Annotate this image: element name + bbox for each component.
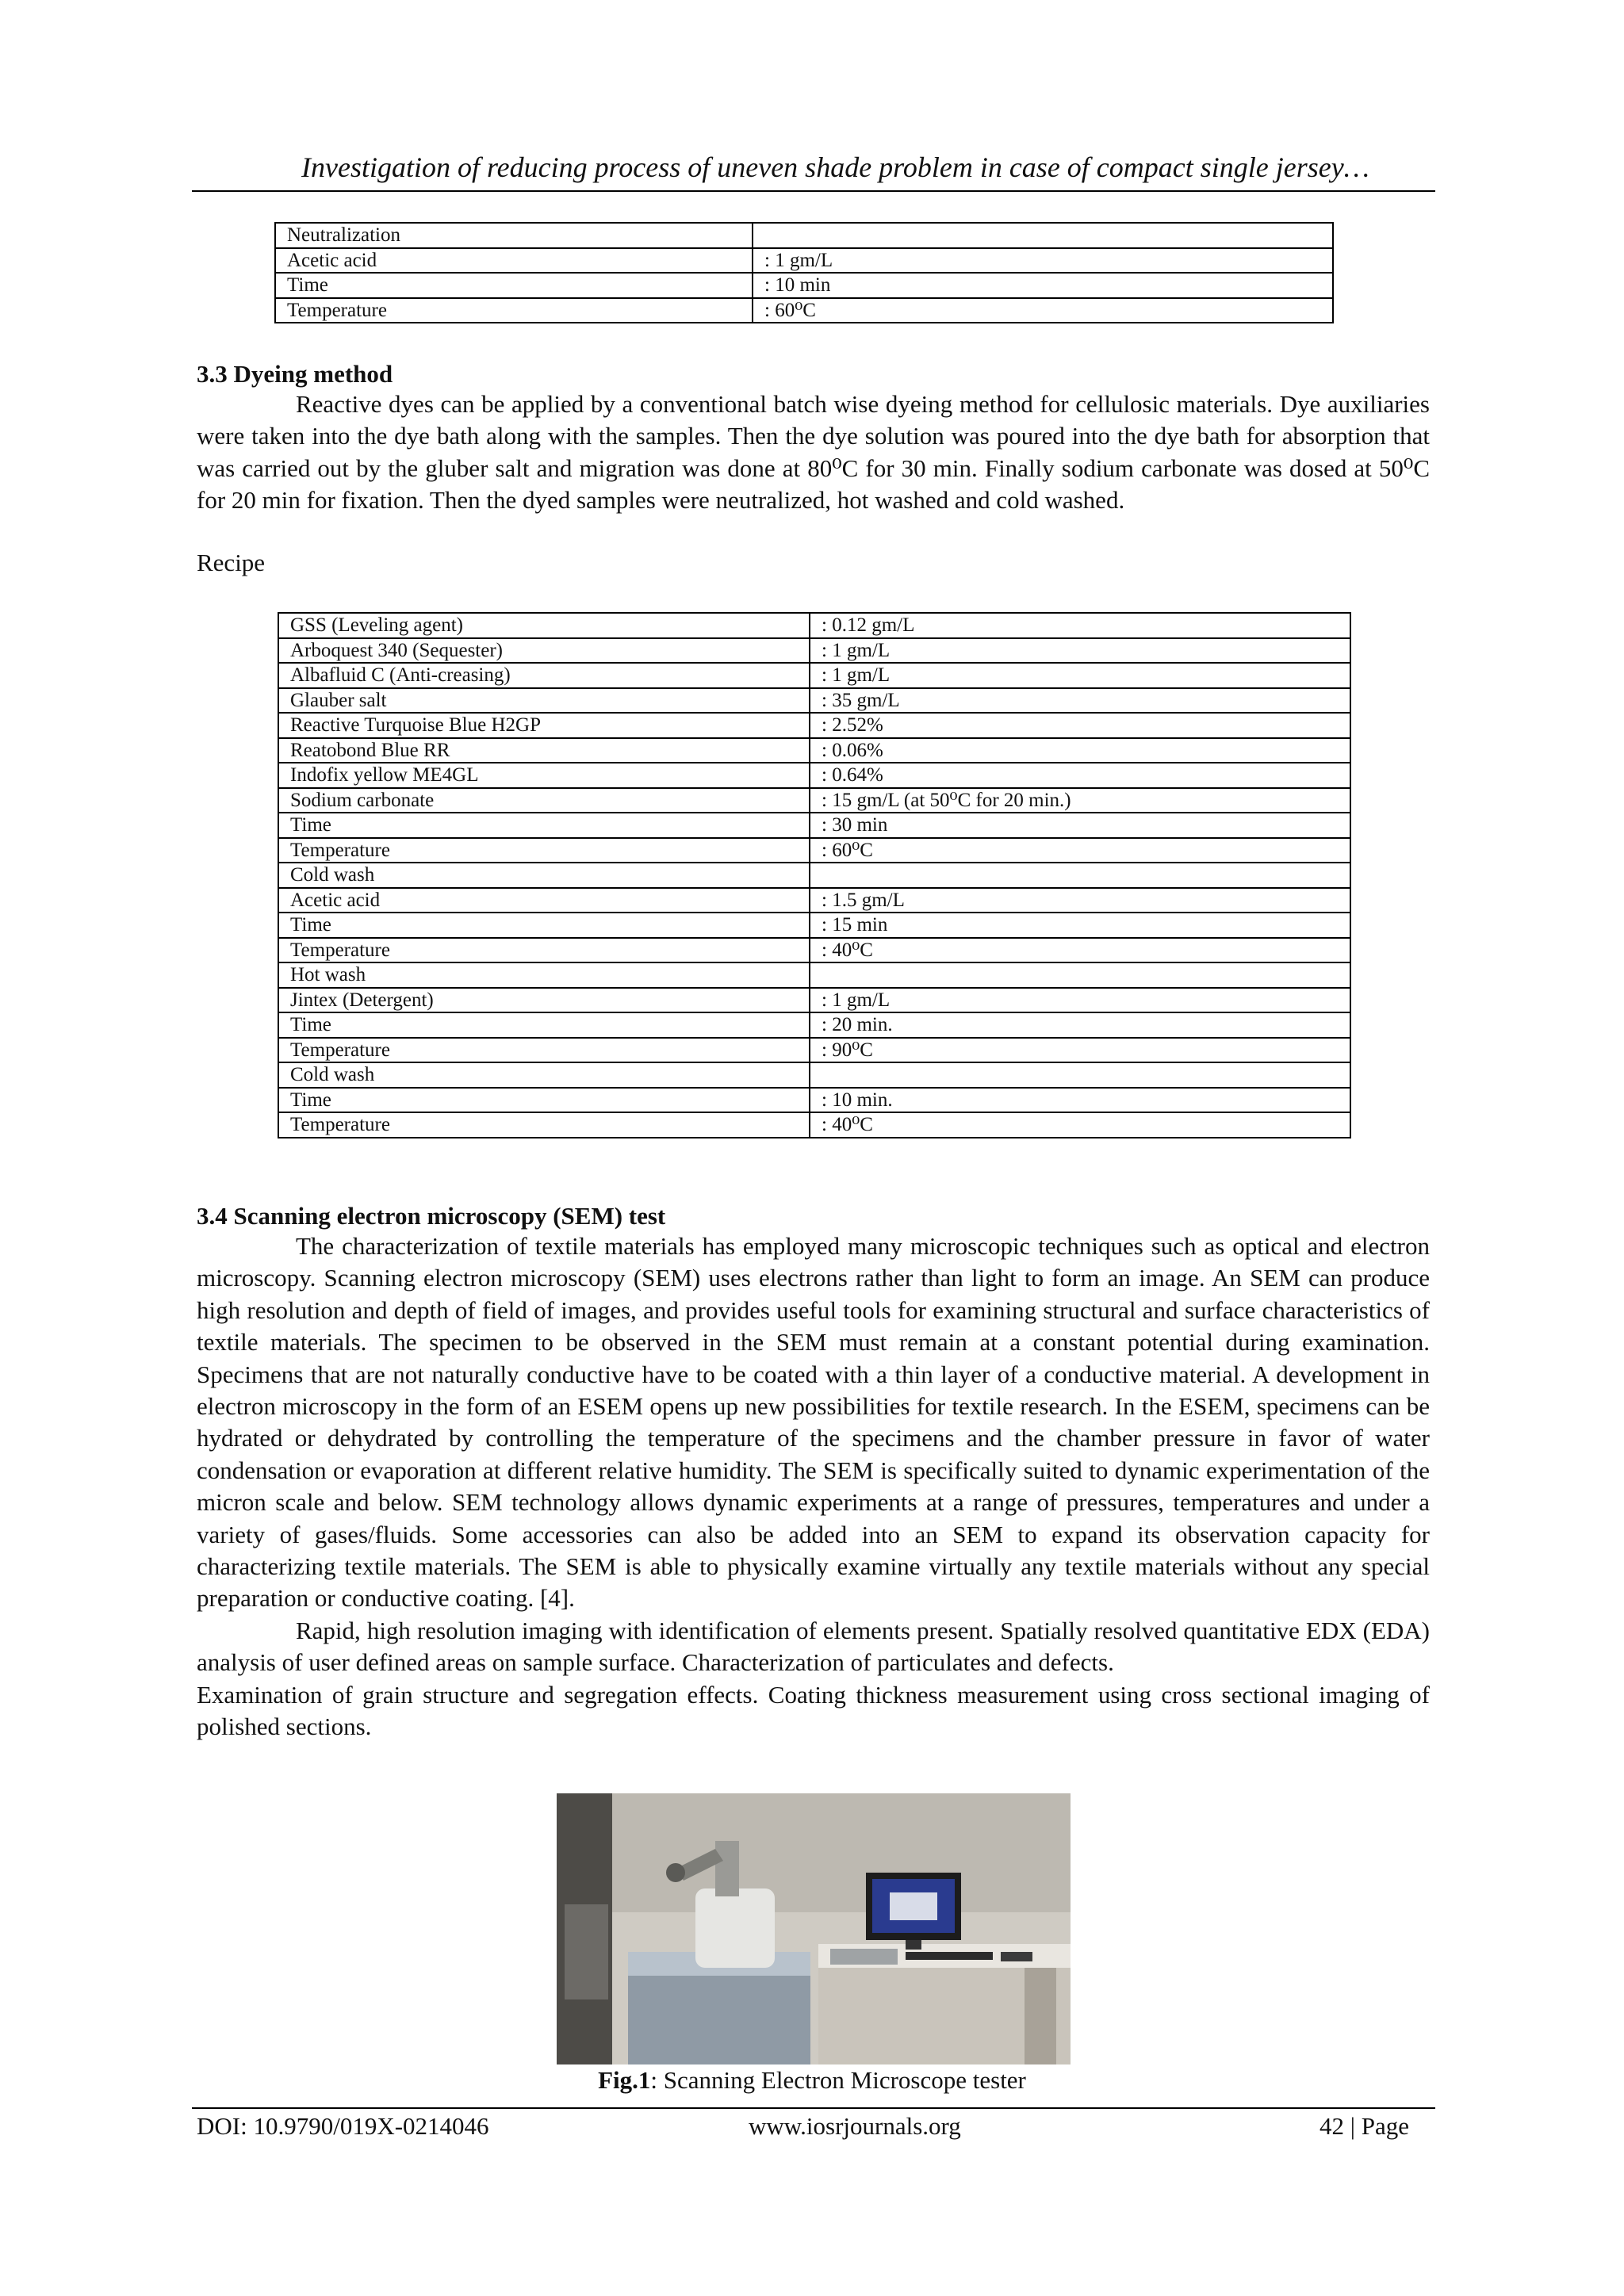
table-row [278,1062,1350,1088]
figure-label: Fig.1 [598,2066,651,2094]
value-cell: : 40⁰C [810,1112,1350,1138]
table-row [275,298,1333,323]
table-row [278,688,1350,714]
parameter-cell: Cold wash [278,863,810,888]
table-row [278,813,1350,838]
parameter-cell: Time [278,1012,810,1038]
parameter-cell: Arboquest 340 (Sequester) [278,638,810,664]
parameter-cell: Temperature [278,938,810,963]
value-cell: : 1 gm/L [810,663,1350,688]
table-row [275,248,1333,274]
table-row [275,273,1333,298]
value-cell: : 20 min. [810,1012,1350,1038]
table-row [278,763,1350,788]
running-header: Investigation of reducing process of uneven shade problem in case of compact single jersey… [301,151,1369,183]
recipe-label: Recipe [197,549,266,576]
table-row [278,738,1350,763]
parameter-cell: Acetic acid [275,248,753,274]
value-cell: : 1 gm/L [810,988,1350,1013]
value-cell: : 30 min [810,813,1350,838]
table-row [278,788,1350,813]
value-cell [810,1062,1350,1088]
table-row [278,638,1350,664]
table-row [278,713,1350,738]
table-row [278,938,1350,963]
value-cell: : 60⁰C [753,298,1333,323]
sem-paragraph-3: Examination of grain structure and segregation effects. Coating thickness measurement using cross sectional imaging of polished sections. [197,1680,1430,1741]
header-rule [192,190,1435,192]
value-cell: : 0.12 gm/L [810,613,1350,638]
value-cell: : 1.5 gm/L [810,888,1350,913]
table-row [278,913,1350,938]
value-cell: : 0.06% [810,738,1350,763]
figure-caption [0,2066,1624,2095]
value-cell: : 1 gm/L [753,248,1333,274]
value-cell: : 90⁰C [810,1038,1350,1063]
value-cell: : 60⁰C [810,838,1350,863]
table-row [278,988,1350,1013]
parameter-cell: Temperature [275,298,753,323]
table-row [278,613,1350,638]
parameter-cell: Neutralization [275,223,753,248]
parameter-cell: Jintex (Detergent) [278,988,810,1013]
table-row [278,888,1350,913]
table-row [275,223,1333,248]
table-row [278,1038,1350,1063]
table-row [278,863,1350,888]
value-cell [810,863,1350,888]
footer-rule [192,2107,1435,2109]
parameter-cell: Time [278,1088,810,1113]
parameter-cell: Albafluid C (Anti-creasing) [278,663,810,688]
recipe-table [278,612,1351,1138]
value-cell: : 10 min [753,273,1333,298]
parameter-cell: Time [275,273,753,298]
neutralization-table-body [275,223,1333,323]
sem-paragraphs [197,1230,1430,1743]
parameter-cell: Reactive Turquoise Blue H2GP [278,713,810,738]
sem-photo [557,1793,1071,2064]
parameter-cell: Time [278,813,810,838]
neutralization-table [274,222,1334,323]
value-cell: : 1 gm/L [810,638,1350,664]
parameter-cell: Glauber salt [278,688,810,714]
sem-paragraph-1: The characterization of textile materials has employed many microscopic techniques such as optical and electron microscopy. Scanning electron microscopy (SEM) uses electrons rather than light to form an image. An SEM can produce high resolution and depth of field of images, and provides useful tools for examining structural and surface characteristics of textile materials. The specimen to be observed in the SEM must remain at a constant potential during examination. Specimens that are not naturally conductive have to be coated with a thin layer of a conductive material. A development in electron microscopy in the form of an ESEM opens up new possibilities for textile research. In the ESEM, specimens can be hydrated or dehydrated by controlling the temperature of the specimens and the chamber pressure in favor of water condensation or evaporation at different relative humidity. The SEM is specifically suited to dynamic experimentation of the micron scale and below. SEM technology allows dynamic experiments at a range of pressures, temperatures and under a variety of gases/fluids. Some accessories can also be added into an SEM to expand its observation capacity for characterizing textile materials. The SEM is able to physically examine virtually any textile materials without any special preparation or conductive coating. [4]. [197,1232,1430,1613]
section-heading-dyeing-method: 3.3 Dyeing method [197,360,393,388]
value-cell: : 15 gm/L (at 50⁰C for 20 min.) [810,788,1350,813]
figure-caption-text: : Scanning Electron Microscope tester [650,2066,1026,2094]
sem-paragraph-2: Rapid, high resolution imaging with identification of elements present. Spatially resolved quantitative EDX (EDA) analysis of user defined areas on sample surface. Characterization of particulates and defects. [197,1616,1430,1677]
section-heading-sem-test: 3.4 Scanning electron microscopy (SEM) test [197,1202,666,1230]
sem-photo-illustration [557,1793,1071,2064]
table-row [278,1012,1350,1038]
value-cell: : 2.52% [810,713,1350,738]
value-cell: : 35 gm/L [810,688,1350,714]
dyeing-method-paragraph [197,388,1430,517]
table-row [278,663,1350,688]
footer-website: www.iosrjournals.org [749,2112,961,2140]
value-cell: : 0.64% [810,763,1350,788]
parameter-cell: Hot wash [278,962,810,988]
footer-page-number: 42 | Page [1320,2112,1409,2140]
value-cell: : 40⁰C [810,938,1350,963]
table-row [278,838,1350,863]
parameter-cell: Temperature [278,838,810,863]
parameter-cell: Sodium carbonate [278,788,810,813]
table-row [278,1112,1350,1138]
value-cell: : 10 min. [810,1088,1350,1113]
parameter-cell: Temperature [278,1112,810,1138]
parameter-cell: Indofix yellow ME4GL [278,763,810,788]
parameter-cell: Acetic acid [278,888,810,913]
table-row [278,962,1350,988]
value-cell: : 15 min [810,913,1350,938]
table-row [278,1088,1350,1113]
parameter-cell: Cold wash [278,1062,810,1088]
footer-doi: DOI: 10.9790/019X-0214046 [197,2112,489,2140]
parameter-cell: Reatobond Blue RR [278,738,810,763]
parameter-cell: Time [278,913,810,938]
value-cell [810,962,1350,988]
recipe-table-body [278,613,1350,1138]
value-cell [753,223,1333,248]
parameter-cell: Temperature [278,1038,810,1063]
parameter-cell: GSS (Leveling agent) [278,613,810,638]
dyeing-method-text: Reactive dyes can be applied by a conventional batch wise dyeing method for cellulosic materials. Dye auxiliaries were taken into the dye bath along with the samples. Then the dye solution was poured into the dye bath for absorption that was carried out by the gluber salt and migration was done at 80⁰C for 30 min. Finally sodium carbonate was dosed at 50⁰C for 20 min for fixation. Then the dyed samples were neutralized, hot washed and cold washed. [197,390,1430,515]
